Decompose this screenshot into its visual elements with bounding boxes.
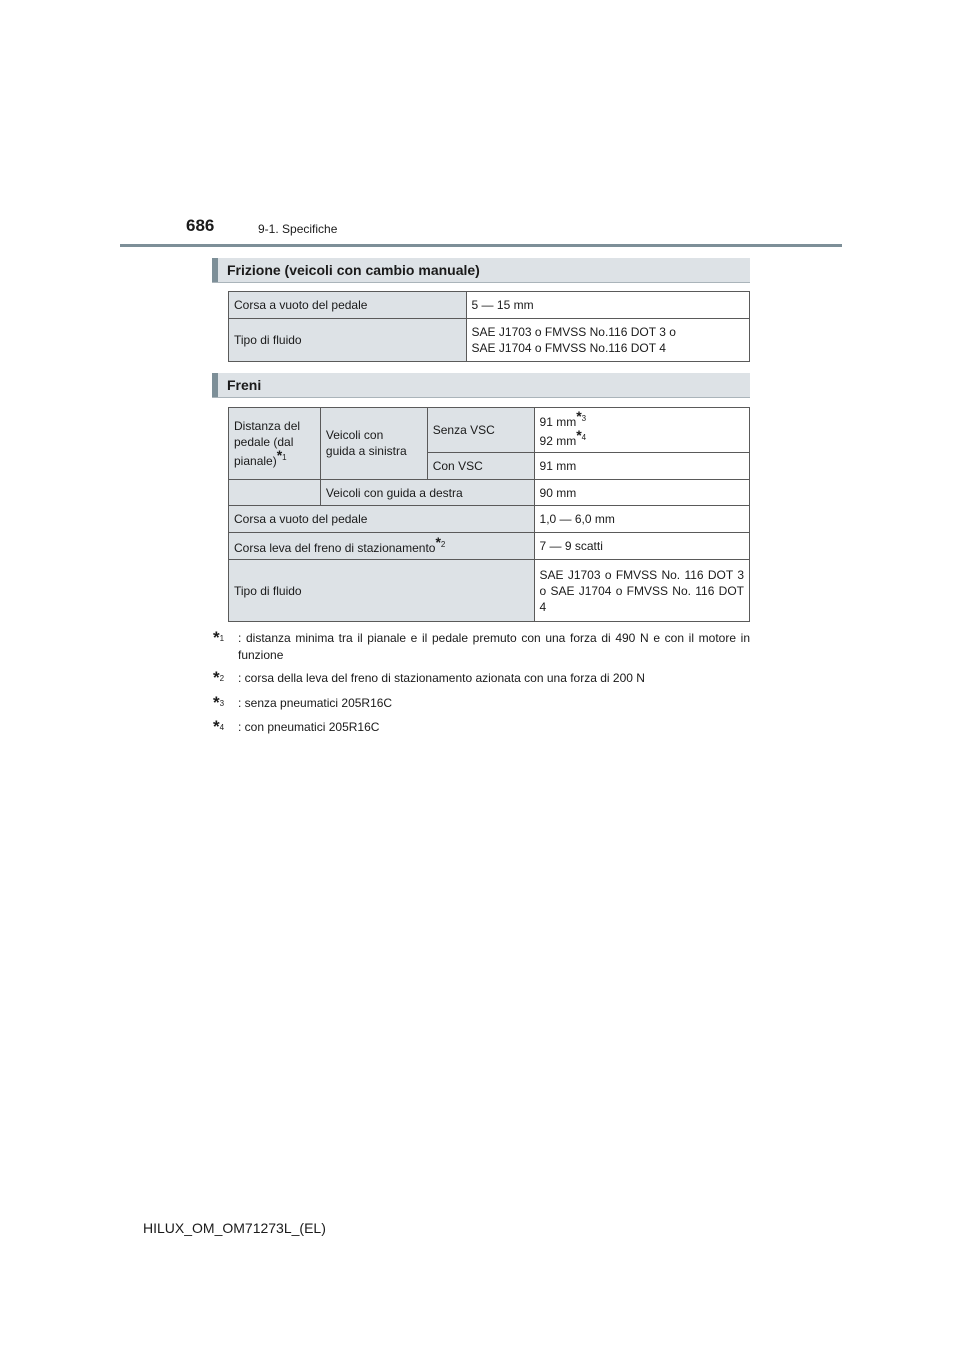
section-title: 9-1. Specifiche <box>258 222 338 236</box>
heading-marker <box>212 373 218 397</box>
brakes-spec-table <box>228 407 750 622</box>
pedal-distance-label: Distanza del pedale (dal pianale)*$^1$ <box>229 408 321 480</box>
brake-pedal-play-label: Corsa a vuoto del pedale <box>229 506 535 533</box>
brake-fluid-value: SAE J1703 o FMVSS No. 116 DOT 3 o SAE J1704 o FMVSS No. 116 DOT 4 <box>534 560 749 622</box>
clutch-fluid-label: Tipo di fluido <box>229 319 467 362</box>
parking-brake-value: 7 — 9 scatti <box>534 533 749 560</box>
parking-brake-label: Corsa leva del freno di stazionamento*$^2$ <box>229 533 535 560</box>
brakes-heading-text: Freni <box>227 377 262 393</box>
table-row <box>229 408 750 453</box>
heading-marker <box>212 258 218 282</box>
table-row <box>229 533 750 560</box>
clutch-fluid-value <box>466 319 749 362</box>
table-row <box>229 292 750 319</box>
clutch-heading <box>212 258 750 283</box>
lhd-label: Veicoli con guida a sinistra <box>320 408 427 480</box>
clutch-spec-table <box>228 291 750 362</box>
no-vsc-value: 91 mm*$^3$ 92 mm*$^4$ <box>534 408 749 453</box>
brake-fluid-label: Tipo di fluido <box>229 560 535 622</box>
rhd-value: 90 mm <box>534 480 749 506</box>
table-row <box>229 506 750 533</box>
footnote-3: *$^3$ : senza pneumatici 205R16C <box>213 693 393 712</box>
no-vsc-label: Senza VSC <box>427 408 534 453</box>
page-number: 686 <box>186 216 215 235</box>
brake-pedal-play-value: 1,0 — 6,0 mm <box>534 506 749 533</box>
clutch-heading-text: Frizione (veicoli con cambio manuale) <box>227 262 480 278</box>
clutch-pedal-play-label: Corsa a vuoto del pedale <box>229 292 467 319</box>
header-rule <box>120 244 842 247</box>
document-code: HILUX_OM_OM71273L_(EL) <box>143 1220 326 1236</box>
footnote-4: *$^4$ : con pneumatici 205R16C <box>213 717 380 736</box>
vsc-value: 91 mm <box>534 453 749 480</box>
footnote-2: *$^2$ : corsa della leva del freno di stazionamento azionata con una forza di 200 N <box>213 668 645 687</box>
table-row <box>229 319 750 362</box>
table-row <box>229 560 750 622</box>
clutch-fluid-line-2: SAE J1704 o FMVSS No.116 DOT 4 <box>471 341 666 355</box>
clutch-pedal-play-value: 5 — 15 mm <box>466 292 749 319</box>
footnote-1: *$^1$ : distanza minima tra il pianale e il pedale premuto con una forza di 490 N e con il motore in funzione <box>213 628 750 662</box>
rhd-label: Veicoli con guida a destra <box>320 480 534 506</box>
brakes-heading <box>212 373 750 398</box>
clutch-fluid-line-1: SAE J1703 o FMVSS No.116 DOT 3 o <box>471 325 676 339</box>
table-row <box>229 480 750 506</box>
vsc-label: Con VSC <box>427 453 534 480</box>
rhd-spacer <box>229 480 321 506</box>
